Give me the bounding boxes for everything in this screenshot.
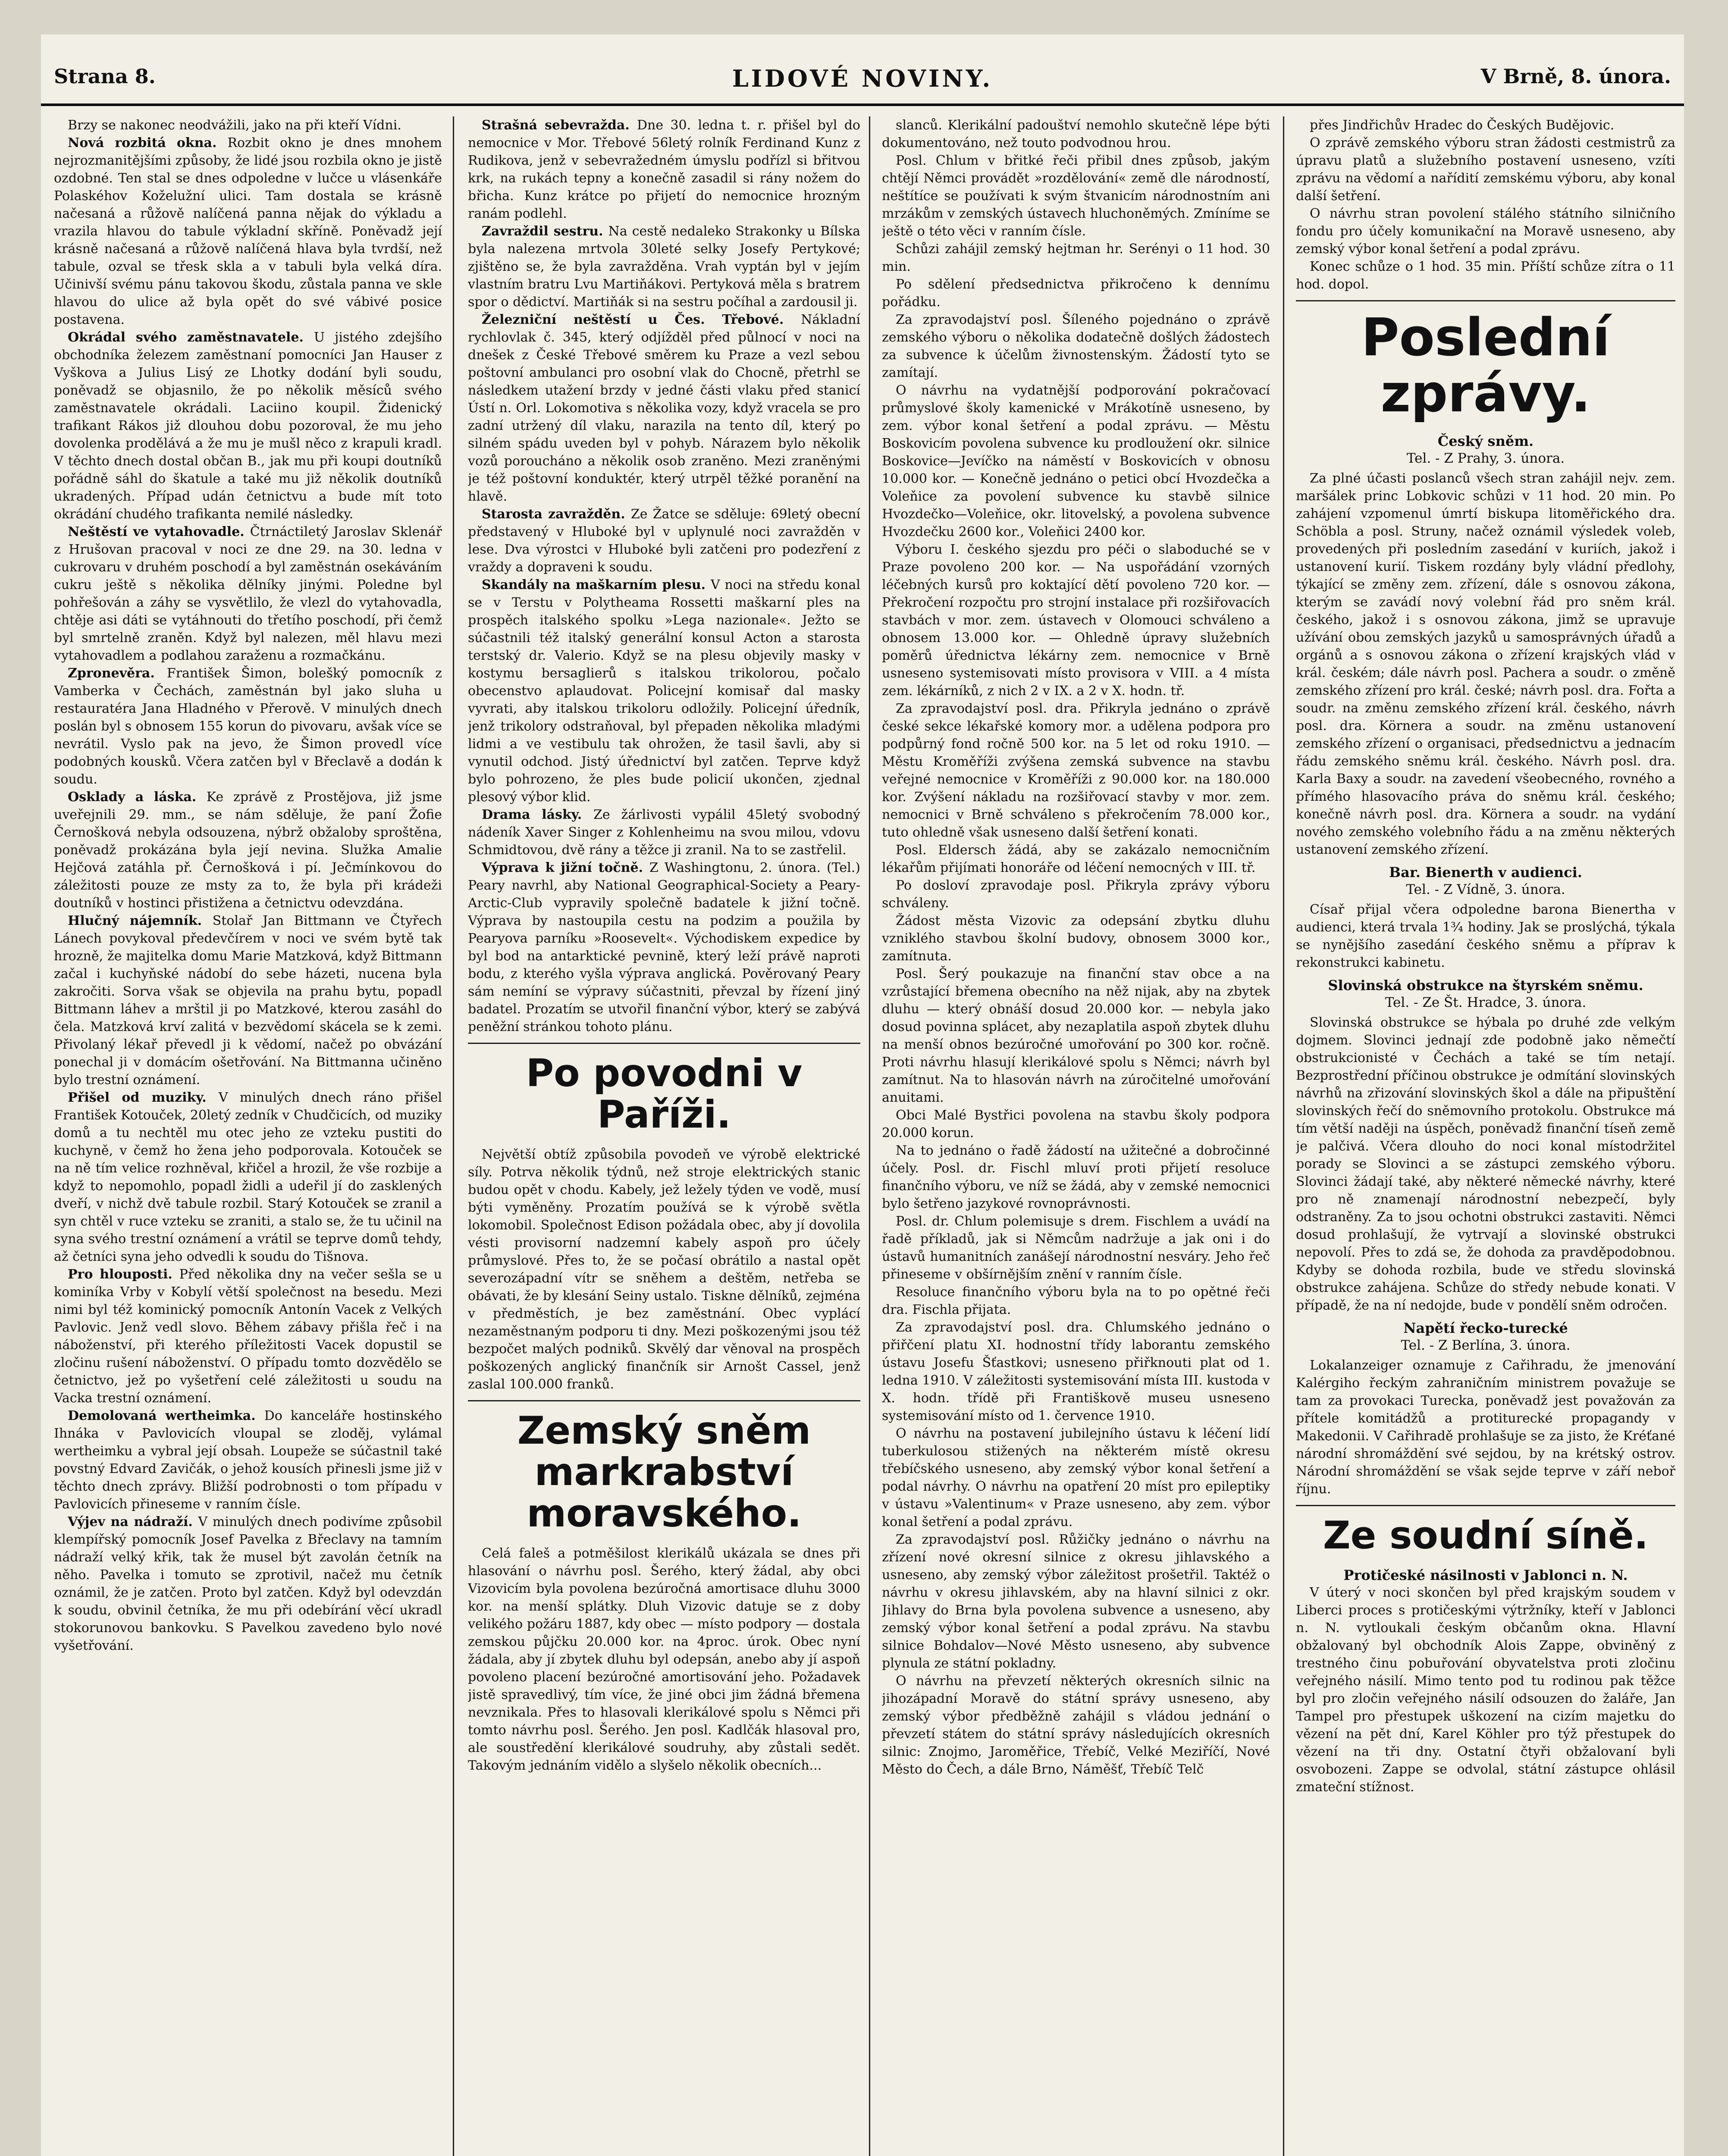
article-text: Ze Žatce se sděluje: 69letý obecní představený v Hluboké byl v uplynulé noci zavražděn v lese. Dva výrostci v Hluboké byli zatčeni pro podezření z vraždy a dopraveni k soudu. (468, 507, 860, 575)
article-paragraph (882, 965, 1270, 1106)
article-text: Ke zprávě z Prostějova, již jsme uveřejnili 29. mm., se nám sděluje, že paní Žofie Černošková nebyla odsouzena, nýbrž obžaloby sproštěna, poněvadž prokázána byla její nevina. Služka Amalie Hejčová zatáhla př. Černošková i pí. Ječmínkovou do záležitosti pouze ze msty za to, že byla při krádeži doutníků v hostinci přistižena a četnictvu odevzdána. (54, 790, 442, 911)
article-paragraph (1296, 134, 1675, 205)
article-paragraph (54, 1266, 442, 1407)
article-text: Nákladní rychlovlak č. 345, který odjížděl před půlnocí v noci na dnešek z České Třebové směrem ku Praze a vezl sebou poštovní ambulanci pro osobní vlak do Chocně, přetrhl se následkem utažení brzdy v jedné části vlaku před stanicí Ústí n. Orl. Lokomotiva s několika vozy, když vracela se pro zadní utržený díl vlaku, narazila na tento díl, který po silném spádu uveden byl v pohyb. Nárazem bylo několik vozů poroucháno a několik osob zraněno. Mezi zraněnými je též poštovní konduktér, který utrpěl těžké poranění na hlavě. (468, 312, 860, 504)
article-subheading: Bar. Bienerth v audienci. (1389, 864, 1582, 881)
article-text: Posl. dr. Chlum polemisuje s drem. Fischlem a uvádí na řadě příkladů, jak si Němcům nadržuje a jak oni i do ústavů humanitních zanášejí národnostní nesváry. Jeho řeč přineseme v obšírnějším znění v ranním čísle. (882, 1214, 1270, 1282)
section-heading: Ze soudní síně. (1323, 1513, 1649, 1557)
article-paragraph (882, 841, 1270, 877)
article-text: V minulých dnech ráno přišel František Kotouček, 20letý zedník v Chudčicích, od muziky domů a tu nechtěl mu otec jeho ze vzteku pustiti do kuchyně, v čemž ho žena jeho podporovala. Kotouček se na ně tím velice rozhněval, křičel a hrozil, že vše rozbije a když to nepomohlo, popadl židli a udeřil jí do zasklených dveří, v nichž dvě tabule rozbil. Starý Kotouček se zranil a syn chtěl v ruce vzteku se zraniti, a stalo se, že tu učinil na syna svého trestní oznámení a vrátil se teprve domů tehdy, až četníci syna jeho odvedli k soudu do Tišnova. (54, 1090, 442, 1264)
article-text: František Šimon, bolešký pomocník z Vamberka v Čechách, zaměstnán byl jako sluha u restauratéra Jana Hladného v Přerově. V minulých dnech poslán byl s obnosem 155 korun do pivovaru, avšak více se nevrátil. Vyslo pak na jevo, že Šimon provedl více podobných kousků. Včera zatčen byl v Břeclavě a dodán k soudu. (54, 666, 442, 787)
article-subheading: Napětí řecko-turecké (1403, 1320, 1568, 1336)
article-paragraph (468, 116, 860, 222)
article-text: Schůzi zahájil zemský hejtman hr. Serényi o 11 hod. 30 min. (882, 241, 1270, 274)
article-text: Konec schůze o 1 hod. 35 min. Příští schůze zítra o 11 hod. dopol. (1296, 259, 1675, 292)
article-text: Celá faleš a potměšilost klerikálů ukázala se dnes při hlasování o návrhu posl. Šerého, který žádal, aby obci Vizovicím byla povolena bezúročná amortisace dluhu 3000 kor. na menší splátky. Dluh Vizovic datuje se z doby velikého požáru 1887, kdy obec — místo podpory — dostala zemskou půjčku 20.000 kor. na 4proc. úrok. Obec nyní žádala, aby jí zbytek dluhu byl odepsán, anebo aby jí aspoň povoleno placení bezúročné amortisování jeho. Požadavek jistě spravedlivý, tím více, že jiné obci jim žádná břemena nevznikala. Přes to hlasovali klerikálové spolu s Němci při tomto návrhu posl. Šerého. Jen posl. Kadlčák hlasoval pro, ale soustředění klerikálové soudruhy, aby zůstali sedět. Takovým jednáním vidělo a slyšelo několik obecních... (468, 1546, 860, 1773)
article-lead: Demolovaná wertheimka. (68, 1408, 264, 1423)
column-3 (882, 116, 1270, 2156)
section-rule (468, 1400, 860, 1401)
article-text: Resoluce finančního výboru byla na to po opětné řeči dra. Fischla přijata. (882, 1285, 1270, 1317)
column-divider (869, 116, 870, 2156)
article-text: O návrhu na vydatnější podporování pokračovací průmyslové školy kamenické v Mrákotíně usneseno, by zem. výbor konal šetření a podal zprávu. — Městu Boskovicím povolena subvence ku prodloužení okr. silnice Boskovice—Jevíčko na náměstí v Boskovicích v obnosu 10.000 kor. — Konečně jednáno o petici obcí Hvozdečka a Voleňice za povolení subvence ku stavbě silnice Hvozdečko—Voleňice, okr. litovelský, a povolena subvence Hvozdečku 2600 kor., Voleňici 2400 kor. (882, 383, 1270, 539)
article-lead: Nová rozbitá okna. (68, 135, 228, 150)
article-lead: Drama lásky. (482, 807, 594, 822)
article-text: Posl. Šerý poukazuje na finanční stav obce a na vzrůstající břemena obecního na něž nijak, aby na zbytek dluhu — který obnáší dosud 20.000 kor. — nebyla jako dosud povinna splácet, aby nezaplatila aspoň zbytek dluhu na menší obnos bezúročné umořování po 300 kor. ročně. Proti návrhu hlasují klerikálové spolu s Němci; návrh byl zamítnut. Na to hlasován návrh na zúročitelné umořování anuitami. (882, 966, 1270, 1105)
article-text: Lokalanzeiger oznamuje z Cařihradu, že jmenování Kalérgiho řeckým zahraničním ministrem považuje se tam za provokaci Turecka, poněvadž jest považován za přítele komitádžů a protiturecké propagandy v Makedonii. V Cařihradě prohlašuje se za jisto, že Kréťané národní shromáždění své sejdou, by na krétský ostrov. Národní shromáždění se však sejde teprve v září neboř říjnu. (1296, 1358, 1675, 1497)
column-divider (1283, 116, 1284, 2156)
section-rule (1296, 1505, 1675, 1506)
article-paragraph (54, 1089, 442, 1266)
article-paragraph (882, 116, 1270, 152)
article-text: Rozbit okno je dnes mnohem nejrozmanitějšími způsoby, že lidé jsou rozbila okno je jistě ozdobné. Ten stal se dnes odpoledne v lučce u vlásenkáře Polaskéhov Koželužní ulici. Tam dostala se krásně načesaná a růžově nalíčená panna nějak do výkladu a vrazila hlavou do tabule výkladní skříně. Poněvadž její krásně načesaná a růžově nalíčená hlava byla tvrdší, než tabule, ozval se třesk skla a v tabuli byla velká díra. Učinivší svému pánu takovou škodu, zůstala panna ve skle hlavou do ulice až byla opět do své vábivé posice postavena. (54, 135, 442, 327)
article-text: Za zpravodajství posl. Růžičky jednáno o návrhu na zřízení nové okresní silnice z okresu jihlavského a usneseno, aby zemský výbor záležitost prošetřil. Taktéž o návrhu v okresu jihlavském, aby na hlavní silnici z okr. Jihlavy do Brna byla povolena subvence a usneseno, aby zemský výbor konal šetření a podal zprávu. Na stavbu silnice Bohdalov—Nové Město usneseno, aby subvence plynula ze státní pokladny. (882, 1532, 1270, 1671)
article-paragraph (1296, 901, 1675, 971)
article-text: U jistého zdejšího obchodníka železem zaměstnaní pomocníci Jan Hauser z Vyškova a Julius Lisý ze Lhotky dodání byli soudu, poněvadž se objasnilo, že po několik měsíců svého zaměstnavatele okrádali. Laciino koupil. Židenický trafikant Rákos již dlouhou dobu pozoroval, že mu jeho dovolenka prodělává a že mu je mušl něco z krapuli kradl. V těchto dnech dostal občan B., jak mu při koupi doutníků pořádně sáhl do škatule a také mu již několik doutníků ukradených. Případ udán četnictvu a bude mít toto okrádání chudého trafikanta nemilé následky. (54, 330, 442, 522)
column-2 (468, 116, 860, 2156)
article-text: V noci na středu konal se v Terstu v Polytheama Rossetti maškarní ples na prospěch italského spolku »Lega nazionale«. Ježto se súčastnili též italský generální konsul Acton a starosta terstský dr. Valerio. Když se na plesu objevily masky v kostymu bersaglierů s italskou trikolorou, počalo obecenstvo aplaudovat. Policejní komisař dal masky vyvrati, aby italskou trikoloru odložily. Policejní úředník, jenž trikolory odstraňoval, byl přepaden několika mladými lidmi a ve vestibulu tak ohrožen, že tasil šavli, aby si vynutil odchod. Jistý úřednictví byl zatčen. Teprve když bylo pohrozeno, že ples bude policií ukončen, zjednal plesový výbor klid. (468, 577, 860, 805)
article-paragraph (54, 788, 442, 912)
article-paragraph (468, 859, 860, 1036)
article-paragraph (1296, 205, 1675, 258)
article-paragraph (468, 806, 860, 859)
article-lead: Železniční neštěstí u Čes. Třebové. (482, 312, 801, 327)
article-text: Po sdělení předsednictva přikročeno k dennímu pořádku. (882, 277, 1270, 310)
article-text: Za plné účasti poslanců všech stran zahájil nejv. zem. maršálek princ Lobkovic schůzi v 11 hod. 20 min. Po zahájení vzpomenul úmrtí biskupa litoměřického dra. Schöbla a posl. Struny, načež oznámil výsledek voleb, provedených při posledním zasedání v kuriích, jakož i ustanovení kurií. Tiskem rozdány byly vládní předlohy, týkající se změny zem. zřízení, dále s osnovou zákona, kterým se zavádí nový volební řád pro sněm král. českého, jakož i s osnovou zákona, jimž se upravuje užívání obou zemských jazyků u samosprávných úřadů a orgánů a s osnovou zákona o zřízení krajských vlád v král. českém; dále návrh posl. Pachera a soudr. o změně zemského zřízení pro král. české; návrh posl. dra. Fořta a soudr. na změnu zemského zřízení král. českého, návrh posl. dra. Körnera a soudr. na změnu ustanovení zemského zřízení o organisaci, předsednictvu a jednacím řádu zemského sněmu král. českého. Návrh posl. dra. Karla Baxy a soudr. na zavedení všeobecného, rovného a přímého hlasovacího práva do sněmu král. českého; konečně návrh posl. dra. Körnera a soudr. na vydání nového zemského volebního řádu a na změnu některých ustanovení zemského zřízení. (1296, 471, 1675, 857)
article-paragraph (468, 576, 860, 806)
article-lead: Starosta zavražděn. (482, 507, 631, 522)
article-lead: Zavraždil sestru. (482, 224, 608, 239)
article-dateline: Tel. - Z Vídně, 3. února. (1406, 882, 1565, 897)
column-divider (453, 116, 454, 2156)
article-text: Posl. Eldersch žádá, aby se zakázalo nemocničním lékařům přijímati honoráře od léčení nemocných v III. tř. (882, 843, 1270, 875)
article-text: Stolař Jan Bittmann ve Čtyřech Lánech povykoval předevčírem v noci ve svém bytě tak hrozně, že majitelka domu Marie Matzková, když Bittmann začal i kuchyňské nádobí do sebe házeti, nucena byla zakročiti. Sorva však se objevila na prahu bytu, popadl Bittmann láhev a mrštil ji po Matzkové, kterou zasáhl do čela. Matzková krví zalitá v bezvědomí skácela se k zemi. Přivolaný lékař převedl ji k vědomí, načež po obvázání ponechal ji v domácím ošetřování. Na Bittmanna učiněno bylo trestní oznámení. (54, 913, 442, 1087)
article-lead: Výprava k jižní točně. (482, 860, 649, 875)
article-lead: Zpronevěra. (68, 666, 167, 681)
article-paragraph (54, 329, 442, 523)
article-subheading: Český sněm. (1437, 433, 1534, 449)
section-rule (1296, 300, 1675, 301)
article-text: O návrhu na postavení jubilejního ústavu k léčení lidí tuberkulosou stižených na některém místě okresu třebíčského usneseno, aby zemský výbor konal šetření a podal návrhy. O návrhu na opatření 20 míst pro epileptiky v ústavu »Valentinum« v Praze usneseno, aby zem. výbor konal šetření a podal zprávu. (882, 1426, 1270, 1529)
article-paragraph (882, 1672, 1270, 1778)
article-paragraph (882, 1319, 1270, 1425)
article-paragraph (882, 1106, 1270, 1142)
issue-date: V Brně, 8. února. (1480, 65, 1671, 88)
article-paragraph (882, 382, 1270, 541)
article-paragraph (882, 1213, 1270, 1283)
article-text: Slovinská obstrukce se hýbala po druhé zde velkým dojmem. Slovinci jednají zde podobně jako němečtí obstrukcionisté v Čechách a také se tím netají. Bezprostřední příčinou obstrukce je odmítání slovinských návrhů na zřizování slovinských škol a dále na připuštění slovinských řečí do sněmovního protokolu. Obstrukce má tím větší naději na úspěch, poněvadž finanční tíseň země je palčivá. Včera dlouho do noci konal místodržitel porady se Slovinci a se zástupci zemského výboru. Slovinci žádají také, aby některé německé návrhy, které pro ně znamenají národnostní nebezpečí, byly odstraněny. Za to jsou ochotni obstrukci zastaviti. Němci dosud prohlašují, že vytrvají a slovinské obstrukci nepovolí. Přes to zdá se, že dohoda za pravděpodobnou. Kdyby se dohoda rozbila, bude ve středu slovinská obstrukce zahájena. Schůze do středy nebude konati. V případě, že na ní nedojde, bude v pondělí sněm odročen. (1296, 1015, 1675, 1313)
article-paragraph (882, 152, 1270, 240)
column-4 (1296, 116, 1675, 2156)
article-text: Za zpravodajství posl. Šíleného pojednáno o zprávě zemského výboru o několika dodatečně došlých žádostech za subvence k účelům živnostenským. Žádostí tyto se zamítají. (882, 312, 1270, 380)
article-paragraph (1296, 258, 1675, 293)
article-paragraph (1296, 1357, 1675, 1498)
article-paragraph (882, 541, 1270, 700)
masthead (41, 65, 1684, 106)
article-paragraph (882, 276, 1270, 311)
article-paragraph (882, 1531, 1270, 1672)
article-paragraph (468, 505, 860, 576)
article-dateline: Tel. - Z Berlína, 3. února. (1401, 1338, 1571, 1353)
article-text: Ze žárlivosti vypálil 45letý svobodný nádeník Xaver Singer z Kohlenheimu na svou milou, vdovu Schmidtovou, dvě rány a těžce ji zranil. Na to se zastřelil. (468, 807, 860, 858)
article-lead: Osklady a láska. (68, 790, 207, 805)
newspaper-page (41, 34, 1684, 2156)
article-paragraph (468, 311, 860, 505)
article-paragraph (882, 311, 1270, 382)
article-lead: Strašná sebevražda. (482, 118, 637, 133)
article-paragraph (882, 1425, 1270, 1531)
article-text: Posl. Chlum v břitké řeči přibil dnes způsob, jakým chtějí Němci provádět »rozdělování« země dle národností, neštítíce se používati k svým štvanicím národnostním ani mrzákům v zemských ústavech hluchoněmých. Zmíníme se ještě o této věci v ranním čísle. (882, 153, 1270, 239)
article-text: V minulých dnech podivíme způsobil klempířský pomocník Josef Pavelka z Břeclavy na tamním nádraží velký křik, tak že musel být zavolán četník na něho. Pavelka i tomuto se zprotivil, načež mu četník oznámil, že je zatčen. Proto byl zatčen. Když byl odevzdán k soudu, obvinil četníka, že mu při odebírání věcí ukradl stokorunovou bankovku. S Pavelkou zavedeno bylo nové vyšetřování. (54, 1514, 442, 1653)
article-text: O návrhu na převzetí některých okresních silnic na jihozápadní Moravě do státní správy usneseno, aby zemský výbor předběžně zahájil s vládou jednání o převzetí státem do státní správy následujících okresních silnic: Znojmo, Jaroměřice, Třebíč, Velké Meziříčí, Nové Město do Čech, a dále Brno, Náměšť, Třebíč Telč (882, 1673, 1270, 1777)
article-text: Na cestě nedaleko Strakonky u Bílska byla nalezena mrtvola 30leté selky Josefy Pertykové; zjištěno se, že byla zavražděna. Vrah vyptán byl v jejím vlastním bratru Lvu Martiňákovi. Pertyková měla s bratrem spor o dědictví. Martiňák si na sestru počíhal a zardousil ji. (468, 224, 860, 310)
article-dateline: Tel. - Ze Št. Hradce, 3. února. (1385, 995, 1587, 1010)
article-paragraph (1296, 1584, 1675, 1796)
article-text: Čtrnáctiletý Jaroslav Sklenář z Hrušovan pracoval v noci ze dne 29. na 30. ledna v cukrovaru v druhém poschodí a byl zaměstnán osekáváním cukru ještě s několika dělníky jinými. Poledne byl pohřešován a záhy se vysvětlilo, že vlezl do vytahovadla, chtěje asi dáti se vytáhnouti do třetího poschodí, při čemž byl smrtelně zraněn. Když byl nalezen, měl hlavu mezi vytahovadlem a podlahou zaraženu a rozmačkánu. (54, 524, 442, 663)
article-paragraph (54, 523, 442, 664)
section-heading: Zemský sněm markrabství moravského. (517, 1408, 811, 1536)
article-text: O zprávě zemského výboru stran žádosti cestmistrů za úpravu platů a služebního postavení usneseno, vzíti zprávu na vědomí a nařídití zemskému výboru, aby konal další šetření. (1296, 135, 1675, 204)
article-text: Největší obtíž způsobila povodeň ve výrobě elektrické síly. Potrva několik týdnů, než stroje elektrických stanic budou opět v chodu. Kabely, jež ležely týden ve vodě, musí býti vyměněny. Prozatím používá se k výrobě světla lokomobil. Společnost Edison požádala obec, aby jí dovolila vésti provisorní nadzemní kabely aspoň pro účely průmyslové. Přes to, že se počasí obrátilo a nastal opět severozápadní vítr se sněhem a deštěm, netřeba se obávati, že by klesání Seiny ustalo. Tiskne dělníků, zejména v předměstích, je bez zaměstnání. Obec vyplácí nezaměstnaným podporu ti dny. Mezi poškozenými jsou též bezpočet malých podniků. Skvělý dar věnoval na prospěch poškozených anglický finančník sir Arnošt Cassel, jenž zaslal 100.000 franků. (468, 1147, 860, 1392)
article-text: Před několika dny na večer sešla se u kominíka Vrby v Kobylí větší společnost na besedu. Mezi nimi byl též kominický pomocník Antonín Vacek z Velkých Pavlovic. Jenž vedl slovo. Během zábavy přišla řeč i na náboženství, při kterého příležitosti Vacek dopustil se zločinu rušení náboženství. O případu tomto dozvědělo se četnictvo, jež po vyšetření celé záležitosti u soudu na Vacka trestní oznámení. (54, 1267, 442, 1406)
article-paragraph (54, 1407, 442, 1513)
article-paragraph (468, 222, 860, 311)
article-paragraph (1296, 1014, 1675, 1314)
article-text: V úterý v noci skončen byl před krajským soudem v Liberci proces s protičeskými výtržníky, kteří v Jablonci n. N. vytloukali českým občanům okna. Hlavní obžalovaný byl obchodník Alois Zappe, obviněný z trestného činu pobuřování obyvatelstva proti zločinu veřejného násilí. Mimo tento pod tu rodinou pak těžce byl pro zločin veřejného násilí odsouzen do žaláře, Jan Tampel pro přestupek uškození na cizím majetku do vězení na pět dní, Karel Köhler pro týž přestupek do vězení na tři dny. Ostatní čtyři obžalovaní byli osvobozeni. Zappe se odvolal, státní zástupce ohlásil zmateční stížnost. (1296, 1585, 1675, 1795)
article-paragraph (882, 700, 1270, 841)
article-text: Dne 30. ledna t. r. přišel byl do nemocnice v Mor. Třebové 56letý rolník Ferdinand Kunz z Rudikova, jenž v sebevražedném úmyslu podřízl si břitvou krk, na rukách tepny a konečně zasadil si rány nožem do břicha. Kunz krátce po přijetí do nemocnice hrozným ranám podlehl. (468, 118, 860, 221)
article-paragraph (1296, 116, 1675, 134)
section-rule (468, 1043, 860, 1044)
section-heading: Po povodni v Paříži. (526, 1051, 803, 1137)
article-text: Na to jednáno o řadě žádostí na užitečné a dobročinné účely. Posl. dr. Fischl mluví proti přijetí resoluce finančního výboru, ve níž se žádá, aby v zemské nemocnici bylo šetřeno jazykové rovnoprávnosti. (882, 1143, 1270, 1211)
article-text: Žádost města Vizovic za odepsání zbytku dluhu vzniklého stavbou školní budovy, obnosem 3000 kor., zamítnuta. (882, 913, 1270, 964)
article-subheading: Slovinská obstrukce na štyrském sněmu. (1328, 977, 1643, 993)
article-text: Za zpravodajství posl. dra. Chlumského jednáno o přiřčení platu XI. hodnostní třídy laborantu zemského ústavu Josefu Šťastkovi; usneseno přiřknouti plat od 1. ledna 1910. V záležitosti systemisování místa III. kustoda v X. hodn. třídě při Františkově museu usneseno systemisování místo od 1. července 1910. (882, 1320, 1270, 1423)
article-lead: Okrádal svého zaměstnavatele. (68, 330, 314, 345)
article-text: Císař přijal včera odpoledne barona Bienertha v audienci, která trvala 1¾ hodiny. Jak se proslýchá, týkala se nynějšího zasedání českého sněmu a příprav k rekonstrukci kabinetu. (1296, 902, 1675, 970)
article-paragraph (54, 912, 442, 1089)
article-text: Do kanceláře hostinského Ihnáka v Pavlovicích vloupal se zloděj, vylámal wertheimku a vybral její obsah. Loupeže se súčastnil také povstný Edvard Zavičák, o jehož kousích přinesli jsme již v těchto dnech zprávy. Bližší podrobnosti o tom případu v Pavlovicích přineseme v ranním čísle. (54, 1408, 442, 1512)
article-paragraph (468, 1545, 860, 1774)
article-text: O návrhu stran povolení stálého státního silničního fondu pro účely komunikační na Moravě usneseno, aby zemský výbor konal šetření a podal zprávu. (1296, 206, 1675, 257)
article-text: Po dosloví zpravodaje posl. Přikryla zprávy výboru schváleny. (882, 878, 1270, 911)
article-paragraph (54, 1513, 442, 1655)
article-paragraph (882, 877, 1270, 912)
article-text: Brzy se nakonec neodvážili, jako na při kteří Vídni. (68, 118, 401, 133)
article-paragraph (54, 116, 442, 134)
article-dateline: Tel. - Z Prahy, 3. února. (1406, 451, 1565, 466)
article-paragraph (54, 664, 442, 788)
column-1 (54, 116, 442, 2156)
article-lead: Výjev na nádraží. (68, 1514, 198, 1529)
article-paragraph (468, 1146, 860, 1393)
article-text: Z Washingtonu, 2. února. (Tel.) Peary navrhl, aby National Geographical-Society a Peary-Arctic-Club vypravily společně badatele k jižní točně. Výprava by nastoupila cestu na podzim a použila by Pearyova parníku »Roosevelt«. Východiskem expedice by byl bod na antarktické pevnině, který leží právě naproti bodu, z kterého vyšla výprava anglická. Pověrovaný Peary sám nemíní se výpravy súčastniti, převzal by řízení jiný badatel. Prozatím se utvořil finanční výbor, který se zabývá peněžní stránkou tohoto plánu. (468, 860, 860, 1034)
article-paragraph (882, 240, 1270, 276)
article-text: Za zpravodajství posl. dra. Přikryla jednáno o zprávě české sekce lékařské komory mor. a udělena podpora pro podpůrný fond ročně 500 kor. na 5 let od roku 1910. — Městu Kroměříži zvýšena zemská subvence na stavbu veřejné nemocnice v Kroměříži z 90.000 kor. na 180.000 kor. Zvýšení nákladu na rozšiřovací stavby v mor. zem. nemocnici v Brně schváleno s překročením 78.000 kor., tuto ohledně však usneseno další šetření konati. (882, 701, 1270, 840)
article-subheading: Protičeské násilnosti v Jablonci n. N. (1343, 1567, 1628, 1583)
article-lead: Hlučný nájemník. (68, 913, 213, 928)
article-lead: Skandály na maškarním plesu. (482, 577, 711, 592)
newspaper-title: LIDOVÉ NOVINY. (732, 65, 993, 92)
article-lead: Neštěstí ve vytahovadle. (68, 524, 250, 539)
article-text: slanců. Klerikální padouštví nemohlo skutečně lépe býti dokumentováno, než touto podvodnou hrou. (882, 118, 1270, 150)
article-lead: Přišel od muziky. (68, 1090, 219, 1105)
page-number: Strana 8. (54, 65, 156, 88)
article-text: přes Jindřichův Hradec do Českých Budějovic. (1310, 118, 1615, 133)
article-text: Obci Malé Bystřici povolena na stavbu školy podpora 20.000 korun. (882, 1108, 1270, 1141)
article-lead: Pro hlouposti. (68, 1267, 179, 1282)
article-paragraph (1296, 470, 1675, 859)
article-text: Výboru I. českého sjezdu pro péči o slaboduché se v Praze povoleno 200 kor. — Na uspořádání vzorných léčebných kursů pro koktající dětí povoleno 720 kor. — Překročení rozpočtu pro strojní instalace při rozšiřovacích stavbách v mor. zem. ústavech v Olomouci schváleno a obnosem 13.000 kor. — Ohledně úpravy služebních poměrů úřednictva lékárny zem. nemocnice v Brně usneseno systemisovati místo provisora v VIII. a 4 místa zem. lékárníků, z nich 2 v IX. a 2 v X. hodn. tř. (882, 542, 1270, 699)
article-paragraph (882, 1283, 1270, 1319)
article-paragraph (882, 912, 1270, 965)
article-paragraph (54, 134, 442, 329)
section-heading: Poslední zprávy. (1361, 308, 1610, 424)
article-paragraph (882, 1142, 1270, 1213)
